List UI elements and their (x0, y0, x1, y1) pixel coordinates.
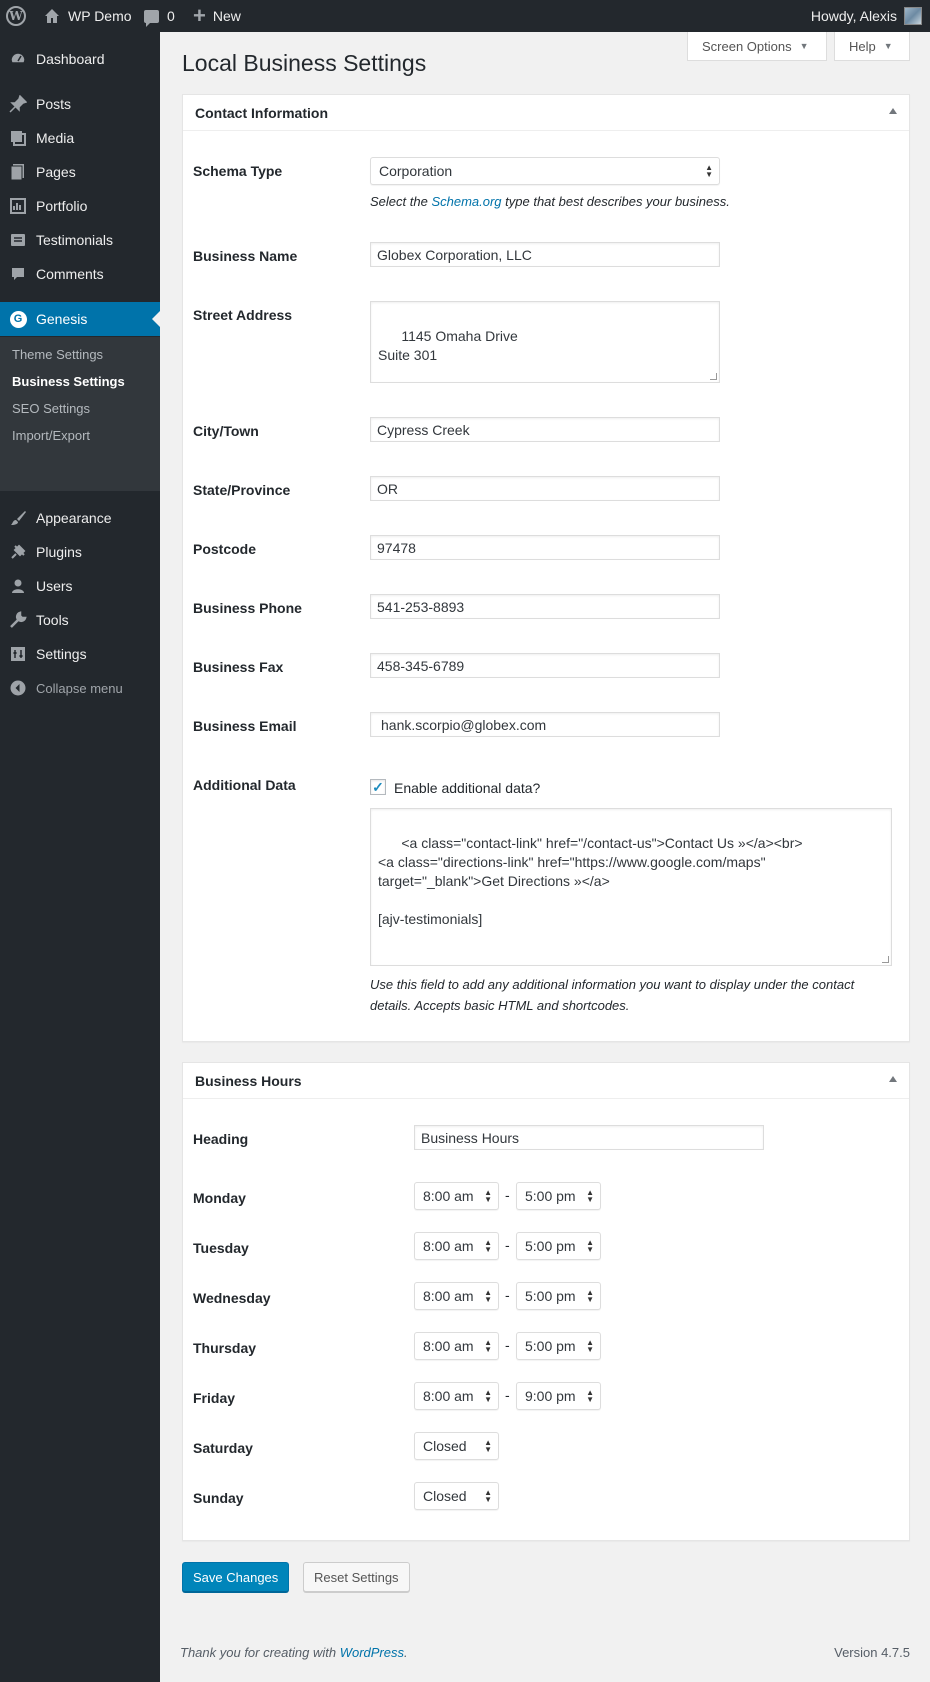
admin-sidebar (0, 32, 160, 1682)
state-label: State/Province (193, 482, 291, 498)
open-time-select[interactable]: 8:00 am ▲ ▼ (414, 1382, 499, 1410)
new-label: New (212, 8, 241, 24)
sidebar-item-pages[interactable] (0, 155, 160, 189)
close-time-select[interactable]: 5:00 pm ▲ ▼ (516, 1182, 601, 1210)
city-field[interactable]: Cypress Creek (370, 417, 720, 442)
schema-type-description: Select the Schema.org type that best describes your business. (370, 194, 730, 209)
sidebar-item-label: Comments (36, 266, 104, 282)
genesis-submenu (0, 337, 160, 491)
business-hours-box (182, 1062, 910, 1541)
close-time-select[interactable]: 5:00 pm ▲ ▼ (516, 1332, 601, 1360)
postcode-label: Postcode (193, 541, 257, 557)
sidebar-item-dashboard[interactable] (0, 42, 160, 76)
reset-settings-button[interactable]: Reset Settings (303, 1562, 410, 1592)
open-time-select[interactable]: 8:00 am ▲ ▼ (414, 1182, 499, 1210)
day-label: Saturday (193, 1440, 253, 1456)
day-label: Wednesday (193, 1290, 271, 1306)
new-content-link[interactable] (193, 0, 241, 32)
sidebar-item-label: Dashboard (36, 51, 105, 67)
admin-bar (0, 0, 930, 32)
comment-count: 0 (167, 8, 175, 24)
settings-icon (8, 644, 28, 664)
select-arrows-icon: ▲ ▼ (484, 1438, 492, 1454)
select-arrows-icon: ▲ ▼ (484, 1288, 492, 1304)
caret-down-icon: ▼ (883, 41, 893, 51)
sidebar-item-tools[interactable] (0, 603, 160, 637)
site-name-link[interactable] (44, 0, 132, 32)
sidebar-item-label: Settings (36, 646, 87, 662)
close-time-select[interactable]: 9:00 pm ▲ ▼ (516, 1382, 601, 1410)
pin-icon (8, 94, 28, 114)
collapse-toggle-icon[interactable] (889, 1076, 897, 1082)
sidebar-item-media[interactable] (0, 121, 160, 155)
wrench-icon (8, 610, 28, 630)
submenu-business-settings[interactable]: Business Settings (12, 374, 125, 389)
select-arrows-icon: ▲ ▼ (705, 163, 713, 179)
open-time-select[interactable]: 8:00 am ▲ ▼ (414, 1282, 499, 1310)
select-arrows-icon: ▲ ▼ (484, 1188, 492, 1204)
sidebar-item-label: Testimonials (36, 232, 114, 248)
home-icon (44, 8, 60, 24)
sidebar-item-plugins[interactable] (0, 535, 160, 569)
time-separator: - (505, 1337, 510, 1353)
resize-grip-icon[interactable] (882, 956, 889, 963)
portfolio-icon (8, 196, 28, 216)
save-changes-button[interactable]: Save Changes (182, 1562, 289, 1592)
comments-icon (8, 264, 28, 284)
time-separator: - (505, 1187, 510, 1203)
day-label: Friday (193, 1390, 236, 1406)
help-label: Help (849, 38, 876, 54)
business-email-label: Business Email (193, 718, 297, 734)
select-arrows-icon: ▲ ▼ (586, 1288, 594, 1304)
heading-label: Heading (193, 1131, 249, 1147)
wordpress-logo-icon[interactable]: W (6, 0, 28, 32)
street-address-field[interactable]: 1145 Omaha Drive Suite 301 (370, 301, 720, 383)
collapse-arrow-icon (8, 678, 28, 698)
hours-heading-field[interactable]: Business Hours (414, 1125, 764, 1150)
footer-version: Version 4.7.5 (834, 1645, 910, 1660)
collapse-toggle-icon[interactable] (889, 108, 897, 114)
state-field[interactable]: OR (370, 476, 720, 501)
submenu-seo-settings[interactable]: SEO Settings (12, 401, 91, 416)
close-time-select[interactable]: 5:00 pm ▲ ▼ (516, 1282, 601, 1310)
business-fax-field[interactable]: 458-345-6789 (370, 653, 720, 678)
sidebar-item-label: Pages (36, 164, 76, 180)
time-separator: - (505, 1387, 510, 1403)
howdy-label: Howdy, Alexis (810, 8, 897, 24)
open-time-select[interactable]: 8:00 am ▲ ▼ (414, 1232, 499, 1260)
select-arrows-icon: ▲ ▼ (586, 1238, 594, 1254)
sidebar-item-label: Users (36, 578, 73, 594)
users-icon (8, 576, 28, 596)
business-fax-label: Business Fax (193, 659, 284, 675)
contact-information-box (182, 94, 910, 1042)
day-label: Sunday (193, 1490, 244, 1506)
business-name-field[interactable]: Globex Corporation, LLC (370, 242, 720, 267)
wordpress-link[interactable]: WordPress (339, 1645, 404, 1660)
sidebar-item-label: Tools (36, 612, 69, 628)
select-arrows-icon: ▲ ▼ (484, 1388, 492, 1404)
sidebar-item-label: Posts (36, 96, 72, 112)
box-title: Contact Information (195, 104, 328, 121)
contact-information-header[interactable] (183, 95, 909, 131)
sidebar-item-settings[interactable] (0, 637, 160, 671)
sidebar-item-portfolio[interactable] (0, 189, 160, 223)
site-name-label: WP Demo (68, 8, 132, 24)
close-time-select[interactable]: 5:00 pm ▲ ▼ (516, 1232, 601, 1260)
additional-data-field[interactable]: <a class="contact-link" href="/contact-us">Contact Us »</a><br> <a class="directions-link" href="https://www.google.com/maps" target="_blank">Get Directions »</a> [ajv-testimonials] (370, 808, 892, 966)
screen-options-button[interactable] (687, 32, 827, 61)
sidebar-item-comments[interactable] (0, 257, 160, 291)
plus-icon: + (193, 3, 206, 28)
comment-bubble-icon (144, 10, 159, 23)
enable-additional-data-label: Enable additional data? (394, 780, 541, 796)
select-arrows-icon: ▲ ▼ (586, 1388, 594, 1404)
sidebar-item-testimonials[interactable] (0, 223, 160, 257)
brush-icon (8, 508, 28, 528)
collapse-menu-button[interactable] (0, 671, 160, 705)
pages-icon (8, 162, 28, 182)
additional-data-label: Additional Data (193, 777, 296, 793)
sidebar-item-users[interactable] (0, 569, 160, 603)
resize-grip-icon[interactable] (710, 373, 717, 380)
schema-type-value: Corporation (379, 163, 453, 179)
screen-options-label: Screen Options (702, 38, 792, 54)
sidebar-item-label: Appearance (36, 510, 112, 526)
plugin-icon (8, 542, 28, 562)
media-icon (8, 128, 28, 148)
select-arrows-icon: ▲ ▼ (484, 1488, 492, 1504)
sidebar-item-appearance[interactable] (0, 501, 160, 535)
submenu-import-export[interactable]: Import/Export (12, 428, 91, 443)
business-phone-field[interactable]: 541-253-8893 (370, 594, 720, 619)
sidebar-item-label: Media (36, 130, 75, 146)
business-hours-header[interactable] (183, 1063, 909, 1099)
schema-org-link[interactable]: Schema.org (431, 194, 502, 209)
sidebar-item-label: Portfolio (36, 198, 88, 214)
sidebar-item-label: Plugins (36, 544, 82, 560)
open-time-select[interactable]: Closed ▲ ▼ (414, 1432, 499, 1460)
city-label: City/Town (193, 423, 259, 439)
business-name-label: Business Name (193, 248, 298, 264)
dashboard-icon (8, 49, 28, 69)
select-arrows-icon: ▲ ▼ (484, 1338, 492, 1354)
additional-data-description: Use this field to add any additional information you want to display under the contact details. Accepts basic HTML and shortcodes. (370, 977, 855, 1013)
testimonials-icon (8, 230, 28, 250)
schema-type-select[interactable] (370, 157, 720, 185)
schema-type-label: Schema Type (193, 163, 283, 179)
select-arrows-icon: ▲ ▼ (586, 1338, 594, 1354)
account-menu[interactable] (811, 0, 922, 32)
collapse-menu-label: Collapse menu (36, 680, 123, 696)
day-label: Thursday (193, 1340, 257, 1356)
sidebar-item-label: Genesis (36, 311, 88, 327)
page-title: Local Business Settings (182, 50, 427, 76)
submenu-theme-settings[interactable]: Theme Settings (12, 347, 104, 362)
business-phone-label: Business Phone (193, 600, 302, 616)
select-arrows-icon: ▲ ▼ (484, 1238, 492, 1254)
sidebar-item-posts[interactable] (0, 87, 160, 121)
comments-link[interactable] (144, 0, 175, 32)
sidebar-item-genesis[interactable] (0, 302, 160, 336)
postcode-field[interactable]: 97478 (370, 535, 720, 560)
time-separator: - (505, 1287, 510, 1303)
street-address-label: Street Address (193, 307, 293, 323)
select-arrows-icon: ▲ ▼ (586, 1188, 594, 1204)
open-time-select[interactable]: Closed ▲ ▼ (414, 1482, 499, 1510)
caret-down-icon: ▼ (799, 41, 809, 51)
genesis-icon: G (8, 309, 28, 329)
box-title: Business Hours (195, 1072, 302, 1089)
footer-thanks: Thank you for creating with WordPress. (180, 1645, 408, 1660)
avatar (904, 7, 922, 25)
day-label: Tuesday (193, 1240, 249, 1256)
help-button[interactable] (834, 32, 910, 61)
open-time-select[interactable]: 8:00 am ▲ ▼ (414, 1332, 499, 1360)
enable-additional-data-checkbox[interactable]: ✓ (370, 779, 386, 795)
time-separator: - (505, 1237, 510, 1253)
day-label: Monday (193, 1190, 246, 1206)
business-email-field[interactable]: hank.scorpio@globex.com (370, 712, 720, 737)
